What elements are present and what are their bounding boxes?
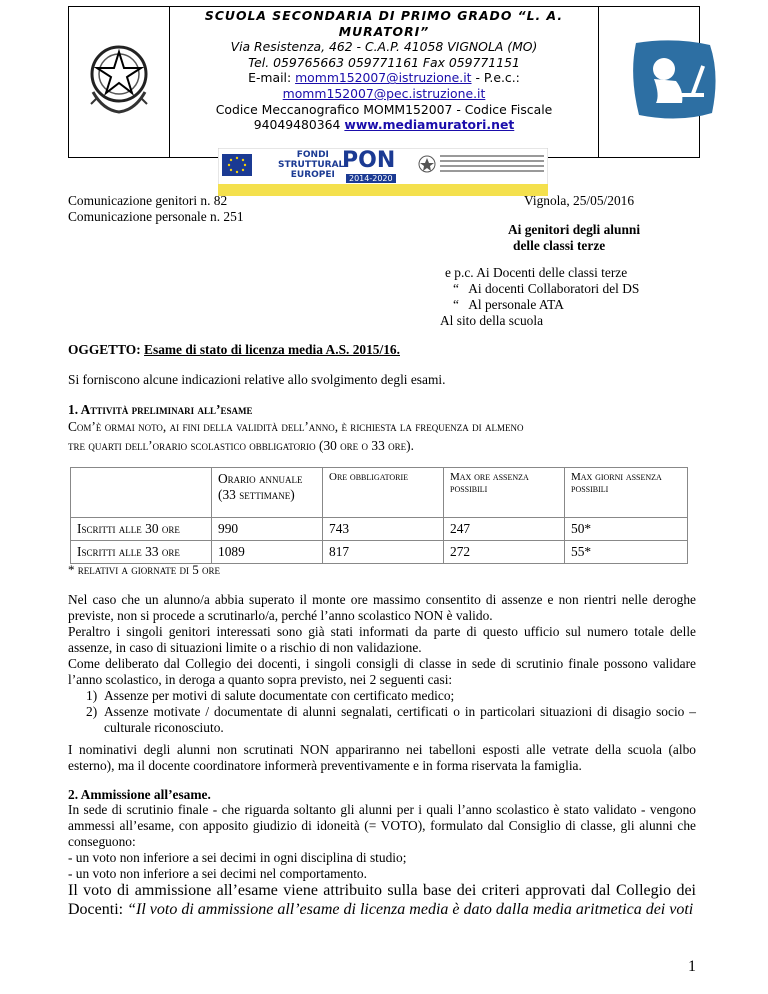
email-link[interactable]: momm152007@istruzione.it — [295, 70, 472, 86]
recipient-line-1: Ai genitori degli alunni — [508, 222, 641, 237]
table-header-cell: Ore obbligatorie — [323, 468, 444, 518]
email-label: E-mail: — [248, 70, 292, 86]
table-note: * relativi a giornate di 5 ore — [68, 562, 220, 577]
banner-years: 2014-2020 — [346, 174, 396, 183]
school-name: SCUOLA SECONDARIA DI PRIMO GRADO “L. A. MURATORI” — [204, 8, 564, 39]
paragraph: Come deliberato dal Collegio dei docenti, i singoli consigli di classe in sede di scrutinio finale possono validare l’anno scolastico, in deroga a quanto sopra previsto, nei 2 seguenti casi: — [68, 656, 696, 687]
subject — [68, 342, 400, 358]
table-cell: 990 — [212, 518, 323, 541]
pec-link[interactable]: momm152007@pec.istruzione.it — [282, 85, 486, 101]
banner-fondi: FONDI — [296, 150, 329, 160]
table-header-row — [71, 468, 688, 518]
table-cell: Iscritti alle 33 ore — [71, 541, 212, 564]
school-codes: Codice Meccanografico MOMM152007 - Codice Fiscale — [215, 101, 553, 117]
list-item-text: Assenze motivate / documentate di alunni segnalati, certificati o in particolari situazioni di disagio socio – culturale riconosciuto. — [104, 704, 696, 735]
banner-europei: EUROPEI — [290, 170, 335, 180]
table-cell: 743 — [323, 518, 444, 541]
table-cell: 50* — [565, 518, 688, 541]
paragraph: Peraltro i singoli genitori interessati sono già stati informati da parte di questo ufficio sul numero totale delle assenze, in caso di situazioni limite o a rischio di non validazione. — [68, 624, 696, 655]
section-2-admission-vote — [68, 881, 696, 919]
list-item: 2) Assenze motivate / documentate di alunni segnalati, certificati o in particolari situazioni di disagio socio – culturale riconosciuto. — [86, 704, 696, 735]
pon-banner — [218, 148, 548, 196]
cc-item: Al sito della scuola — [440, 313, 544, 328]
cc-item: e p.c. Ai Docenti delle classi terze — [445, 265, 628, 280]
section-1-heading: 1. Attività preliminari all’esame — [68, 402, 253, 417]
table-cell: 247 — [444, 518, 565, 541]
table-cell: 272 — [444, 541, 565, 564]
table-header-cell: Max giorni assenza possibili — [565, 468, 688, 518]
banner-pon: PON — [342, 148, 396, 173]
school-info — [170, 8, 598, 133]
italian-republic-emblem-icon — [83, 40, 155, 121]
admission-quote: “Il voto di ammissione all’esame di licenza media è dato dalla media aritmetica dei voti — [127, 901, 694, 918]
table-cell: 817 — [323, 541, 444, 564]
bullet: - un voto non inferiore a sei decimi in ogni disciplina di studio; — [68, 850, 407, 865]
subject-text: Esame di stato di licenza media A.S. 2015/16. — [144, 342, 400, 357]
section-1-closing: I nominativi degli alunni non scrutinati NON appariranno nei tabelloni esposti alle vetrate della scuola (albo esterno), ma il docente coordinatore informerà preventivamente e in forma riservata la famiglia. — [68, 742, 696, 773]
table-row — [71, 541, 688, 564]
comm-genitori: Comunicazione genitori n. 82 — [68, 193, 228, 208]
table-cell: Iscritti alle 30 ore — [71, 518, 212, 541]
section-2-heading: 2. Ammissione all’esame. — [68, 787, 211, 802]
cc-item: “ Ai docenti Collaboratori del DS — [453, 281, 640, 296]
section-1-line-2: tre quarti dell’orario scolastico obbligatorio (30 ore o 33 ore). — [68, 438, 414, 453]
list-item-text: Assenze per motivi di salute documentate con certificato medico; — [104, 688, 455, 703]
table-header-cell: Orario annuale (33 settimane) — [212, 468, 323, 518]
school-address: Via Resistenza, 462 - C.A.P. 41058 VIGNOLA (MO) — [230, 39, 538, 55]
place-date: Vignola, 25/05/2016 — [524, 193, 635, 208]
section-1-body — [68, 592, 696, 736]
school-logo-icon — [624, 35, 724, 130]
letterhead-box — [68, 6, 700, 158]
subject-label: OGGETTO: — [68, 342, 141, 357]
section-1-intro — [68, 419, 700, 454]
hours-table — [70, 467, 688, 564]
table-cell: 1089 — [212, 541, 323, 564]
page-number: 1 — [688, 958, 696, 975]
recipient-line-2: delle classi terze — [513, 238, 606, 253]
list-item: 1) Assenze per motivi di salute documentate con certificato medico; — [86, 688, 455, 703]
banner-strutturali: STRUTTURALI — [278, 160, 348, 170]
table-header-cell: Max ore assenza possibili — [444, 468, 565, 518]
bullet: - un voto non inferiore a sei decimi nel comportamento. — [68, 866, 367, 881]
fiscal-code: 94049480364 — [253, 117, 341, 133]
section-1-line-1: Com’è ormai noto, ai fini della validità dell’anno, è richiesta la frequenza di almeno — [68, 419, 524, 434]
recipients — [508, 222, 640, 254]
comm-personale: Comunicazione personale n. 251 — [68, 209, 244, 224]
paragraph: Nel caso che un alunno/a abbia superato il monte ore massimo consentito di assenze e non rientri nelle deroghe previste, non si procede a scrutinarlo/a, perché l’anno scolastico NON è valido. — [68, 592, 696, 623]
cc-list — [440, 265, 639, 329]
paragraph: In sede di scrutinio finale - che riguarda soltanto gli alunni per i quali l’anno scolastico è stato validato - vengono ammessi all’esame, con apposito giudizio di idoneità (= VOTO), formulato dal Consiglio di classe, gli alunni che conseguono: — [68, 802, 696, 849]
italian-emblem-small-icon — [418, 154, 436, 179]
table-row — [71, 518, 688, 541]
section-2-body — [68, 802, 696, 882]
cc-item: “ Al personale ATA — [453, 297, 564, 312]
communication-numbers — [68, 193, 244, 225]
website-link[interactable]: www.mediamuratori.net — [344, 117, 515, 133]
pec-label: - P.e.c.: — [475, 70, 520, 86]
admission-text: Il voto di ammissione all’esame viene attribuito sulla base dei criteri approvati dal Collegio dei Docenti: — [68, 882, 696, 918]
school-phone: Tel. 059765663 059771161 Fax 059771151 — [248, 54, 520, 70]
intro-text: Si forniscono alcune indicazioni relative allo svolgimento degli esami. — [68, 372, 446, 387]
table-header-cell — [71, 468, 212, 518]
table-cell: 55* — [565, 541, 688, 564]
